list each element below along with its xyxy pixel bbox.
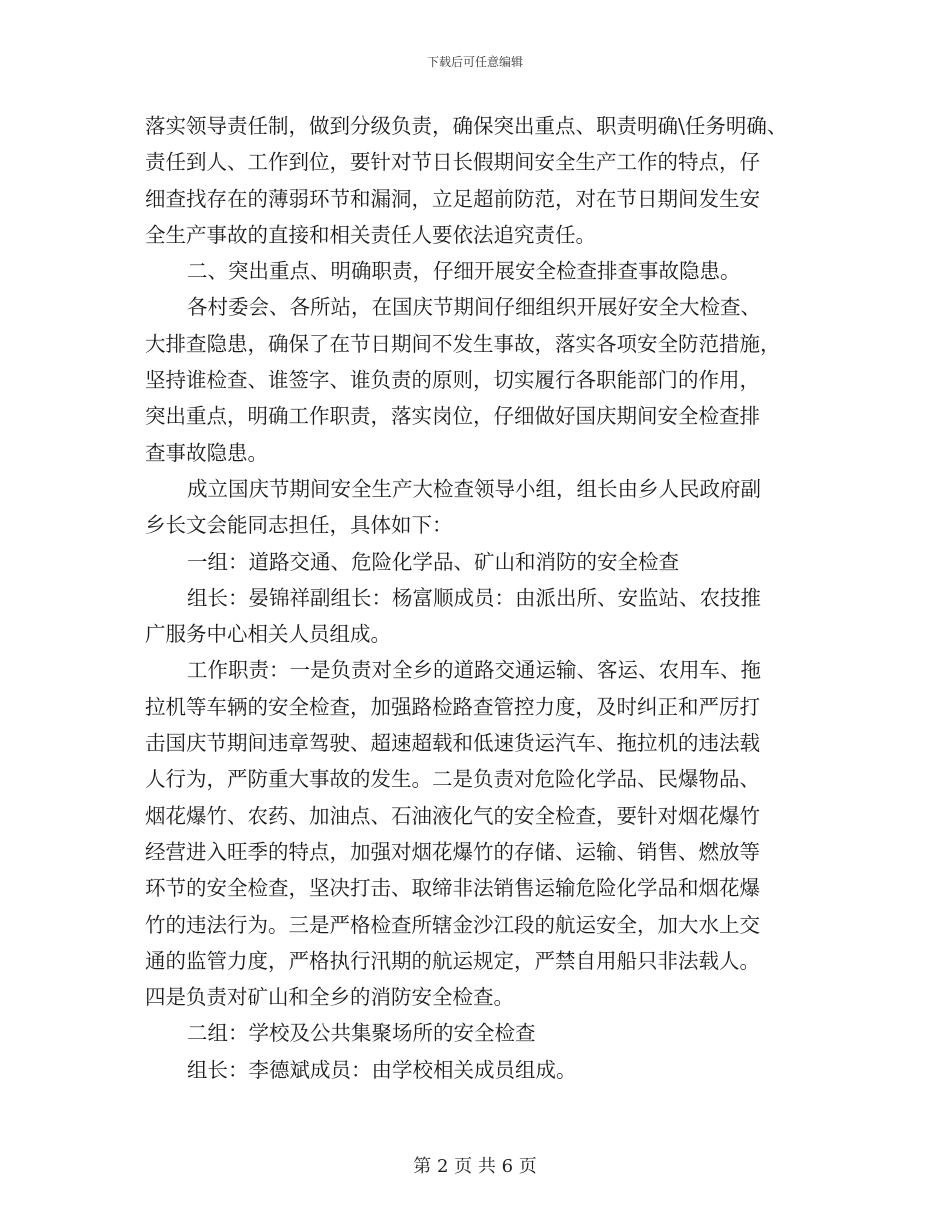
text-line: 组长：晏锦祥副组长：杨富顺成员：由派出所、安监站、农技推: [187, 585, 761, 610]
section-heading: 二、突出重点、明确职责，仔细开展安全检查排查事故隐患。: [187, 259, 741, 284]
text-line: 查事故隐患。: [145, 440, 268, 465]
text-line: 全生产事故的直接和相关责任人要依法追究责任。: [145, 222, 596, 247]
group-heading: 一组：道路交通、危险化学品、矿山和消防的安全检查: [187, 549, 679, 574]
text-line: 坚持谁检查、谁签字、谁负责的原则，切实履行各职能部门的作用，: [145, 368, 760, 393]
page-number-footer: 第 2 页 共 6 页: [413, 1156, 537, 1177]
group-heading: 二组：学校及公共集聚场所的安全检查: [187, 1021, 536, 1046]
text-line: 乡长文会能同志担任，具体如下：: [145, 513, 453, 538]
text-line: 人行为，严防重大事故的发生。二是负责对危险化学品、民爆物品、: [145, 767, 760, 792]
text-line: 拉机等车辆的安全检查，加强路检路查管控力度，及时纠正和严厉打: [145, 694, 760, 719]
text-line: 经营进入旺季的特点，加强对烟花爆竹的存储、运输、销售、燃放等: [145, 839, 760, 864]
text-line: 四是负责对矿山和全乡的消防安全检查。: [145, 985, 514, 1010]
text-line: 通的监管力度，严格执行汛期的航运规定，严禁自用船只非法载人。: [145, 948, 760, 973]
text-line: 组长：李德斌成员：由学校相关成员组成。: [187, 1057, 577, 1082]
text-line: 突出重点，明确工作职责，落实岗位，仔细做好国庆期间安全检查排: [145, 404, 760, 429]
text-line: 大排查隐患，确保了在节日期间不发生事故，落实各项安全防范措施，: [145, 331, 781, 356]
text-line: 击国庆节期间违章驾驶、超速超载和低速货运汽车、拖拉机的违法载: [145, 731, 760, 756]
document-body: [145, 108, 825, 1088]
text-line: 环节的安全检查，坚决打击、取缔非法销售运输危险化学品和烟花爆: [145, 876, 760, 901]
text-line: 细查找存在的薄弱环节和漏洞，立足超前防范，对在节日期间发生安: [145, 186, 760, 211]
text-line: 竹的违法行为。三是严格检查所辖金沙江段的航运安全，加大水上交: [145, 912, 760, 937]
page-header: 下载后可任意编辑: [426, 55, 523, 69]
text-line: 成立国庆节期间安全生产大检查领导小组，组长由乡人民政府副: [187, 476, 761, 501]
text-line: 工作职责：一是负责对全乡的道路交通运输、客运、农用车、拖: [187, 658, 761, 683]
text-line: 各村委会、各所站，在国庆节期间仔细组织开展好安全大检查、: [187, 295, 761, 320]
text-line: 落实领导责任制，做到分级负责，确保突出重点、职责明确\任务明确、: [145, 114, 788, 138]
text-line: 烟花爆竹、农药、加油点、石油液化气的安全检查，要针对烟花爆竹: [145, 803, 760, 828]
text-line: 责任到人、工作到位，要针对节日长假期间安全生产工作的特点，仔: [145, 150, 760, 175]
text-line: 广服务中心相关人员组成。: [145, 622, 391, 647]
